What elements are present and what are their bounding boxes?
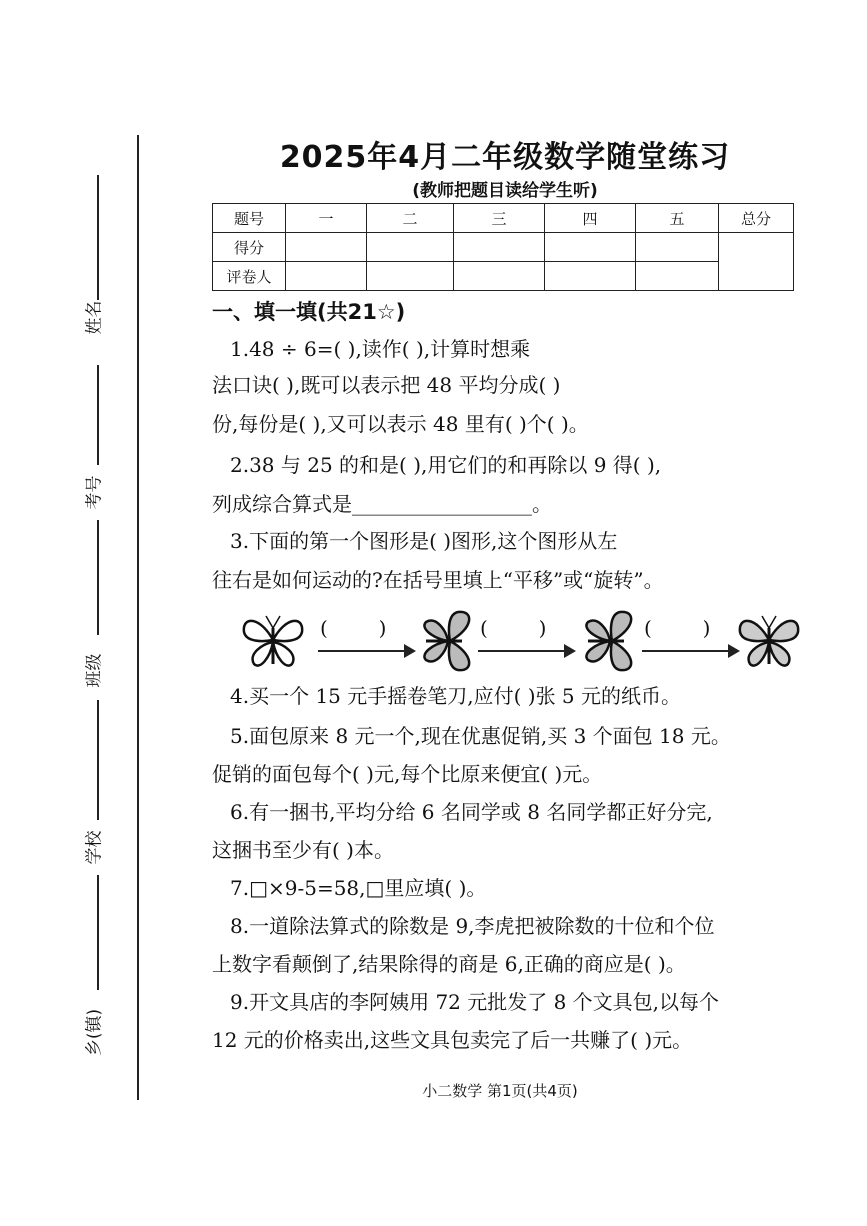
row-header-cell: 得分 (213, 233, 286, 262)
grader-cell[interactable] (636, 262, 719, 291)
score-cell[interactable] (636, 233, 719, 262)
name-label: 姓名 (84, 300, 105, 335)
question-2-line-1: 2.38 与 25 的和是( ),用它们的和再除以 9 得( ), (230, 453, 662, 477)
butterfly-sequence (240, 610, 810, 674)
table-row (213, 233, 794, 262)
butterfly-icon (416, 610, 482, 672)
score-cell[interactable] (545, 233, 636, 262)
arrow-3 (640, 610, 740, 672)
arrow-head-icon (404, 644, 416, 658)
question-1-line-3: 份,每份是( ),又可以表示 48 里有( )个( )。 (212, 412, 589, 436)
name-underline (97, 175, 99, 300)
town-label: 乡(镇) (84, 1008, 105, 1057)
header-cell: 三 (454, 204, 545, 233)
header-cell: 题号 (213, 204, 286, 233)
exam-no-label: 考号 (84, 475, 105, 510)
question-3-line-1: 3.下面的第一个图形是( )图形,这个图形从左 (230, 529, 618, 553)
grader-cell[interactable] (286, 262, 367, 291)
header-cell: 总分 (719, 204, 794, 233)
class-label: 班级 (84, 653, 105, 688)
header-cell: 五 (636, 204, 719, 233)
arrow-shaft (478, 650, 568, 652)
answer-blank[interactable]: ( ) (320, 616, 387, 640)
total-score-cell[interactable] (719, 233, 794, 291)
arrow-shaft (642, 650, 732, 652)
class-underline (97, 520, 99, 635)
arrow-1 (316, 610, 416, 672)
table-row (213, 262, 794, 291)
school-underline (97, 700, 99, 820)
question-2-line-2: 列成综合算式是__________________。 (212, 492, 552, 516)
question-5-line-2: 促销的面包每个( )元,每个比原来便宜( )元。 (212, 762, 603, 786)
page-subtitle: (教师把题目读给学生听) (412, 181, 598, 201)
table-row (213, 204, 794, 233)
header-cell: 一 (286, 204, 367, 233)
arrow-2 (476, 610, 576, 672)
score-table (212, 203, 794, 291)
butterfly-icon (240, 610, 306, 672)
butterfly-icon (578, 610, 644, 672)
page-footer: 小二数学 第1页(共4页) (422, 1082, 578, 1100)
page-title: 2025年4月二年级数学随堂练习 (279, 140, 731, 175)
town-underline (97, 875, 99, 990)
binding-line (137, 135, 139, 1100)
header-cell: 二 (367, 204, 454, 233)
question-6-line-2: 这捆书至少有( )本。 (212, 838, 394, 862)
question-1-line-2: 法口诀( ),既可以表示把 48 平均分成( ) (212, 373, 561, 397)
question-4: 4.买一个 15 元手摇卷笔刀,应付( )张 5 元的纸币。 (230, 684, 682, 708)
header-cell: 四 (545, 204, 636, 233)
question-6-line-1: 6.有一捆书,平均分给 6 名同学或 8 名同学都正好分完, (230, 800, 713, 824)
score-cell[interactable] (286, 233, 367, 262)
answer-blank[interactable]: ( ) (644, 616, 711, 640)
row-header-cell: 评卷人 (213, 262, 286, 291)
question-8-line-2: 上数字看颠倒了,结果除得的商是 6,正确的商应是( )。 (212, 952, 686, 976)
question-9-line-1: 9.开文具店的李阿姨用 72 元批发了 8 个文具包,以每个 (230, 990, 720, 1014)
question-8-line-1: 8.一道除法算式的除数是 9,李虎把被除数的十位和个位 (230, 914, 715, 938)
grader-cell[interactable] (454, 262, 545, 291)
school-label: 学校 (84, 830, 105, 865)
score-cell[interactable] (367, 233, 454, 262)
exam-no-underline (97, 365, 99, 465)
butterfly-icon (736, 610, 802, 672)
score-cell[interactable] (454, 233, 545, 262)
question-9-line-2: 12 元的价格卖出,这些文具包卖完了后一共赚了( )元。 (212, 1028, 693, 1052)
grader-cell[interactable] (545, 262, 636, 291)
answer-blank[interactable]: ( ) (480, 616, 547, 640)
arrow-shaft (318, 650, 408, 652)
question-3-line-2: 往右是如何运动的?在括号里填上“平移”或“旋转”。 (212, 568, 664, 592)
question-5-line-1: 5.面包原来 8 元一个,现在优惠促销,买 3 个面包 18 元。 (230, 724, 731, 748)
section-heading: 一、填一填(共21☆) (212, 300, 406, 324)
grader-cell[interactable] (367, 262, 454, 291)
arrow-head-icon (564, 644, 576, 658)
question-7: 7.□×9-5=58,□里应填( )。 (230, 876, 487, 900)
question-1-line-1: 1.48 ÷ 6=( ),读作( ),计算时想乘 (230, 337, 531, 361)
